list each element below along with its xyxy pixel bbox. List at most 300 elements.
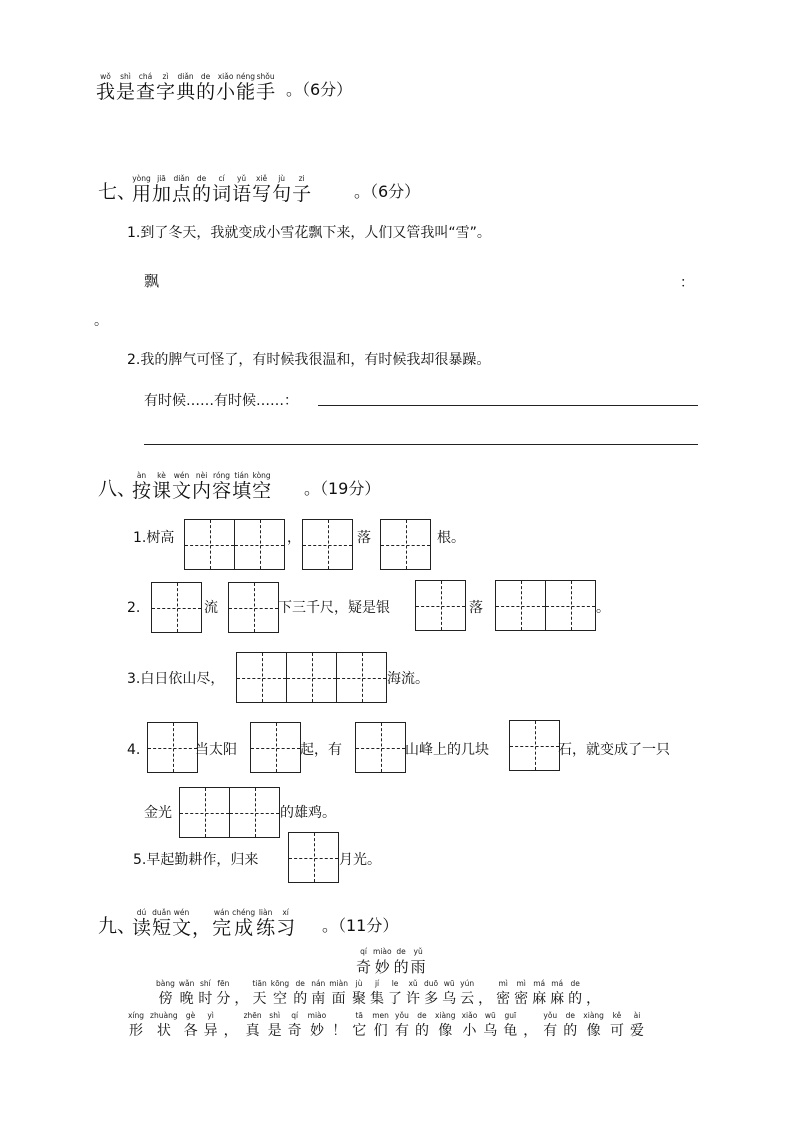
s8-q4-box-group-5[interactable] [179, 787, 280, 838]
s8-q5-text-b: 月光。 [339, 852, 381, 868]
section-7-heading [132, 174, 312, 205]
hanzi: 完 [212, 917, 232, 939]
pinyin: fēn [217, 979, 230, 988]
tianzige-cell[interactable] [147, 722, 198, 773]
hanzi: 空 [272, 991, 287, 1007]
tianzige-cell[interactable] [151, 582, 202, 633]
pinyin: néng [236, 72, 256, 81]
hanzi: 傍 [158, 991, 173, 1007]
s8-q1-box-group-2[interactable] [302, 519, 353, 570]
pinyin: yǒu [395, 1011, 409, 1020]
hanzi: 多 [424, 991, 439, 1007]
ruby-char [176, 72, 195, 103]
hanzi: 聚 [352, 991, 367, 1007]
section-9-number: 九、 [98, 915, 137, 937]
section-6-score: 。（6分） [286, 80, 353, 99]
ruby-char [352, 979, 366, 1010]
ruby-char [293, 979, 307, 1010]
s8-q4-box-group-1[interactable] [147, 722, 198, 773]
tianzige-cell[interactable] [250, 722, 301, 773]
hanzi: 面 [331, 991, 346, 1007]
pinyin: chá [138, 72, 153, 81]
pinyin: miào [307, 1011, 327, 1020]
hanzi: 写 [252, 183, 272, 205]
s8-q2-text-c: 下三千尺，疑是银 [278, 600, 390, 616]
ruby-char [388, 979, 402, 1010]
hanzi: 异 [203, 1023, 218, 1039]
pinyin: cí [218, 174, 225, 183]
pinyin: kōng [270, 979, 290, 988]
ruby-char [172, 908, 191, 939]
hanzi: 课 [152, 480, 172, 502]
s8-q1-box-group-1[interactable] [184, 519, 285, 570]
pinyin: nán [311, 979, 326, 988]
pinyin [529, 1011, 531, 1020]
hanzi: 有 [394, 1023, 409, 1039]
ruby-char [198, 979, 212, 1010]
pinyin: de [196, 174, 207, 183]
s8-q4-text-e: 石，就变成了一只 [558, 742, 670, 758]
s8-q4-text-f: 金光 [144, 805, 172, 821]
pinyin: zì [162, 72, 169, 81]
pinyin: má [533, 979, 546, 988]
pinyin: xǔ [408, 979, 418, 988]
pinyin: mì [516, 979, 526, 988]
s8-q2-box-group-1[interactable] [151, 582, 202, 633]
pinyin: xiàng [583, 1011, 604, 1020]
ruby-char [394, 947, 409, 978]
pinyin: dú [136, 908, 147, 917]
ruby-char [236, 72, 255, 103]
s8-q3-text-b: 海流。 [387, 671, 429, 687]
pinyin: miàn [329, 979, 349, 988]
passage-title [356, 947, 428, 978]
ruby-char [523, 1011, 537, 1042]
hanzi: 是 [116, 81, 136, 103]
hanzi: 它 [352, 1023, 367, 1039]
s8-q4-box-group-3[interactable] [355, 722, 406, 773]
pinyin: xí [282, 908, 289, 917]
section-8-number: 八、 [98, 478, 137, 500]
s8-q5-text-a: 5.早起勤耕作，归来 [133, 852, 259, 868]
pinyin: de [565, 1011, 575, 1020]
hanzi: 读 [132, 917, 152, 939]
ruby-char [204, 1011, 218, 1042]
ruby-char [442, 979, 456, 1010]
pinyin: wū [443, 979, 455, 988]
pinyin: zhuàng [150, 1011, 178, 1020]
ruby-char [232, 471, 251, 502]
hanzi: 雨 [410, 958, 426, 976]
s8-q4-text-g: 的雄鸡。 [280, 805, 336, 821]
s8-q1-box-group-3[interactable] [380, 519, 431, 570]
ruby-char [192, 174, 211, 205]
ruby-char [116, 72, 135, 103]
hanzi: 许 [406, 991, 421, 1007]
tianzige-cell[interactable] [286, 652, 337, 703]
hanzi: 能 [236, 81, 256, 103]
ruby-char [172, 471, 191, 502]
ruby-char [332, 1011, 346, 1042]
hanzi: 可 [609, 1023, 624, 1039]
ruby-char [496, 979, 510, 1010]
tianzige-cell[interactable] [229, 787, 280, 838]
tianzige-cell[interactable] [415, 580, 466, 631]
hanzi: 短 [152, 917, 172, 939]
s8-q4-text-d: 山峰上的几块 [405, 742, 489, 758]
tianzige-cell[interactable] [236, 652, 287, 703]
hanzi: 集 [370, 991, 385, 1007]
hanzi: 爱 [629, 1023, 644, 1039]
pinyin: chéng [232, 908, 256, 917]
ruby-char [192, 908, 211, 939]
pinyin: guī [504, 1011, 517, 1020]
ruby-char [252, 979, 266, 1010]
hanzi: 了 [388, 991, 403, 1007]
ruby-char [132, 908, 151, 939]
s8-q1-text-d: 根。 [437, 530, 465, 546]
hanzi: 麻 [550, 991, 565, 1007]
s8-q4-box-group-2[interactable] [250, 722, 301, 773]
ruby-char [411, 947, 426, 978]
hanzi: 按 [132, 480, 152, 502]
ruby-char [424, 979, 438, 1010]
pinyin [592, 979, 594, 988]
hanzi: 麻 [532, 991, 547, 1007]
s8-q4-text-b: 当太阳 [195, 742, 237, 758]
hanzi: 空 [252, 480, 272, 502]
pinyin: tā [355, 1011, 364, 1020]
pinyin: de [200, 72, 211, 81]
s8-q2-box-group-4[interactable] [495, 580, 596, 631]
hanzi: 的 [196, 81, 216, 103]
hanzi: 乌 [442, 991, 457, 1007]
ruby-char [329, 979, 348, 1010]
pinyin: róng [213, 471, 231, 480]
hanzi: 习 [276, 917, 296, 939]
ruby-char [478, 979, 492, 1010]
s8-q2-text-a: 2. [127, 600, 141, 616]
pinyin: yǔ [413, 947, 423, 956]
tianzige-cell[interactable] [355, 722, 406, 773]
section-7-number: 七、 [98, 181, 137, 203]
ruby-char [630, 1011, 644, 1042]
ruby-char [128, 1011, 144, 1042]
hanzi: 子 [292, 183, 312, 205]
ruby-char [514, 979, 528, 1010]
hanzi: 句 [272, 183, 292, 205]
s7-question-2: 2.我的脾气可怪了，有时候我很温和，有时候我却很暴躁。 [127, 352, 491, 368]
pinyin: má [551, 979, 564, 988]
section-9-heading [132, 908, 296, 939]
pinyin: yì [207, 1011, 214, 1020]
hanzi: 填 [232, 480, 252, 502]
pinyin: duǎn [152, 908, 171, 917]
ruby-char [179, 979, 194, 1010]
hanzi: 妙 [374, 958, 390, 976]
s8-q2-text-e: 。 [596, 600, 610, 616]
pinyin: jí [374, 979, 380, 988]
ruby-char [503, 1011, 517, 1042]
hanzi: 妙 [309, 1023, 324, 1039]
hanzi: 词 [212, 183, 232, 205]
tianzige-cell[interactable] [509, 720, 560, 771]
ruby-char [216, 72, 235, 103]
passage-line-2 [128, 1011, 650, 1042]
ruby-char [568, 979, 582, 1010]
hanzi: 用 [132, 183, 152, 205]
pinyin: shì [120, 72, 131, 81]
pinyin: jiā [157, 174, 166, 183]
hanzi: 字 [156, 81, 176, 103]
hanzi: ， [234, 991, 249, 1007]
pinyin: diǎn [173, 174, 190, 183]
tianzige-cell[interactable] [228, 582, 279, 633]
hanzi: 点 [172, 183, 192, 205]
hanzi: 的 [293, 991, 308, 1007]
hanzi: 分 [216, 991, 231, 1007]
ruby-char [356, 947, 371, 978]
hanzi: 典 [176, 81, 196, 103]
pinyin: yún [460, 979, 475, 988]
ruby-char [610, 1011, 624, 1042]
ruby-char [252, 471, 271, 502]
hanzi: 文 [172, 917, 192, 939]
hanzi: 有 [543, 1023, 558, 1039]
section-9-score: 。（11分） [322, 916, 399, 935]
pinyin [484, 979, 486, 988]
pinyin: wén [173, 908, 190, 917]
s8-q1-text-c: 落 [357, 530, 371, 546]
ruby-char [272, 174, 291, 205]
ruby-char [435, 1011, 456, 1042]
ruby-char [232, 908, 255, 939]
pinyin: bàng [156, 979, 175, 988]
hanzi: 小 [216, 81, 236, 103]
ruby-char [256, 72, 275, 103]
ruby-char [244, 1011, 262, 1042]
s8-q2-text-d: 落 [469, 600, 483, 616]
section-6-heading [96, 72, 276, 103]
s7-question-1: 1.到了冬天，我就变成小雪花飘下来，人们又管我叫“雪”。 [127, 225, 491, 241]
ruby-char [271, 979, 289, 1010]
ruby-char [460, 979, 474, 1010]
hanzi: 像 [586, 1023, 601, 1039]
pinyin: liàn [258, 908, 273, 917]
tianzige-cell[interactable] [495, 580, 546, 631]
pinyin: zi [298, 174, 305, 183]
pinyin: xiǎo [461, 1011, 478, 1020]
s7-q1-colon: ： [680, 275, 694, 291]
section-7-score: 。（6分） [354, 182, 421, 201]
pinyin: de [396, 947, 406, 956]
pinyin: yǔ [236, 174, 247, 183]
pinyin: kè [157, 471, 166, 480]
pinyin: yǒu [543, 1011, 558, 1020]
s7-q1-word: 飘 [144, 272, 160, 290]
ruby-char [311, 979, 325, 1010]
hanzi: 们 [373, 1023, 388, 1039]
pinyin: nèi [195, 471, 208, 480]
pinyin [200, 908, 202, 917]
ruby-char [196, 72, 215, 103]
hanzi: 文 [172, 480, 192, 502]
pinyin: de [295, 979, 305, 988]
hanzi: 状 [156, 1023, 171, 1039]
pinyin: yòng [132, 174, 151, 183]
hanzi: 密 [514, 991, 529, 1007]
ruby-char [150, 1011, 178, 1042]
hanzi: 真 [245, 1023, 260, 1039]
tianzige-cell[interactable] [184, 519, 235, 570]
pinyin: qí [291, 1011, 299, 1020]
pinyin: shí [199, 979, 211, 988]
ruby-char [216, 979, 230, 1010]
hanzi: 语 [232, 183, 252, 205]
hanzi: 手 [256, 81, 276, 103]
hanzi: 各 [183, 1023, 198, 1039]
ruby-char [543, 1011, 557, 1042]
hanzi: 密 [496, 991, 511, 1007]
pinyin: wǎn [178, 979, 195, 988]
ruby-char [224, 1011, 238, 1042]
ruby-char [292, 174, 311, 205]
ruby-char [156, 72, 175, 103]
ruby-char [583, 1011, 604, 1042]
ruby-char [462, 1011, 478, 1042]
hanzi: 小 [462, 1023, 477, 1039]
pinyin: tiān [252, 979, 267, 988]
s7-q1-end: 。 [94, 313, 108, 329]
pinyin: xiě [256, 174, 268, 183]
s7-q2-answer-line-2[interactable] [144, 444, 698, 445]
ruby-char [256, 908, 275, 939]
pinyin: qí [360, 947, 367, 956]
ruby-char [288, 1011, 302, 1042]
pinyin: ài [633, 1011, 641, 1020]
hanzi: 我 [96, 81, 116, 103]
hanzi: ， [478, 991, 493, 1007]
ruby-char [252, 174, 271, 205]
ruby-char [212, 471, 231, 502]
pinyin: mì [498, 979, 508, 988]
pinyin [338, 1011, 340, 1020]
ruby-char [550, 979, 564, 1010]
hanzi: 练 [256, 917, 276, 939]
ruby-char [352, 1011, 366, 1042]
s8-q3-box-group-1[interactable] [236, 652, 387, 703]
ruby-char [308, 1011, 327, 1042]
pinyin: jù [355, 979, 363, 988]
hanzi: 是 [267, 1023, 282, 1039]
pinyin: zhēn [243, 1011, 262, 1020]
passage-line-1 [156, 979, 604, 1010]
ruby-char [156, 979, 175, 1010]
hanzi: 龟 [503, 1023, 518, 1039]
ruby-char [152, 174, 171, 205]
pinyin: men [372, 1011, 389, 1020]
pinyin: de [570, 979, 580, 988]
pinyin: duō [424, 979, 439, 988]
section-8-heading [132, 471, 272, 502]
ruby-char [152, 471, 171, 502]
pinyin: wán [213, 908, 230, 917]
hanzi: 的 [393, 958, 409, 976]
s8-q2-text-b: 流 [204, 600, 218, 616]
hanzi: 内 [192, 480, 212, 502]
s8-q2-box-group-2[interactable] [228, 582, 279, 633]
tianzige-cell[interactable] [179, 787, 230, 838]
pinyin: shǒu [256, 72, 275, 81]
hanzi: 云 [460, 991, 475, 1007]
pinyin [229, 1011, 231, 1020]
s7-q2-answer-line-1[interactable] [318, 405, 698, 406]
s8-q4-text-c: 起，有 [300, 742, 342, 758]
tianzige-cell[interactable] [336, 652, 387, 703]
s8-q1-text-a: 1.树高 [133, 530, 175, 546]
tianzige-cell[interactable] [234, 519, 285, 570]
tianzige-cell[interactable] [545, 580, 596, 631]
hanzi: 像 [438, 1023, 453, 1039]
pinyin: de [417, 1011, 427, 1020]
s8-q4-box-group-4[interactable] [509, 720, 560, 771]
pinyin: jù [278, 174, 286, 183]
ruby-char [532, 979, 546, 1010]
ruby-char [212, 174, 231, 205]
pinyin: àn [136, 471, 147, 480]
ruby-char [232, 174, 251, 205]
ruby-char [96, 72, 115, 103]
hanzi: 时 [198, 991, 213, 1007]
s8-q1-text-b: ， [287, 530, 301, 546]
pinyin: wén [173, 471, 190, 480]
tianzige-cell[interactable] [302, 519, 353, 570]
hanzi: 乌 [483, 1023, 498, 1039]
pinyin [240, 979, 242, 988]
ruby-char [563, 1011, 577, 1042]
pinyin: xíng [128, 1011, 145, 1020]
s8-q5-box-group-1[interactable] [288, 832, 339, 883]
hanzi: 形 [129, 1023, 144, 1039]
pinyin: xiàng [434, 1011, 456, 1020]
hanzi: 查 [136, 81, 156, 103]
tianzige-cell[interactable] [288, 832, 339, 883]
tianzige-cell[interactable] [380, 519, 431, 570]
s8-q2-box-group-3[interactable] [415, 580, 466, 631]
ruby-char [172, 174, 191, 205]
hanzi: 天 [252, 991, 267, 1007]
ruby-char [276, 908, 295, 939]
pinyin: kòng [252, 471, 271, 480]
section-8-score: 。（19分） [304, 479, 381, 498]
hanzi: ， [586, 991, 601, 1007]
hanzi: 的 [568, 991, 583, 1007]
pinyin: wǒ [100, 72, 111, 81]
hanzi: 晚 [179, 991, 194, 1007]
hanzi: 奇 [287, 1023, 302, 1039]
pinyin: xiǎo [217, 72, 234, 81]
pinyin: tián [234, 471, 249, 480]
ruby-char [370, 979, 384, 1010]
ruby-char [192, 471, 211, 502]
s7-q2-word: 有时候……有时候……： [144, 393, 298, 409]
pinyin: diǎn [177, 72, 194, 81]
hanzi: ！ [332, 1023, 347, 1039]
ruby-char [212, 908, 231, 939]
hanzi: 南 [311, 991, 326, 1007]
pinyin: gè [185, 1011, 196, 1020]
hanzi: ， [223, 1023, 238, 1039]
